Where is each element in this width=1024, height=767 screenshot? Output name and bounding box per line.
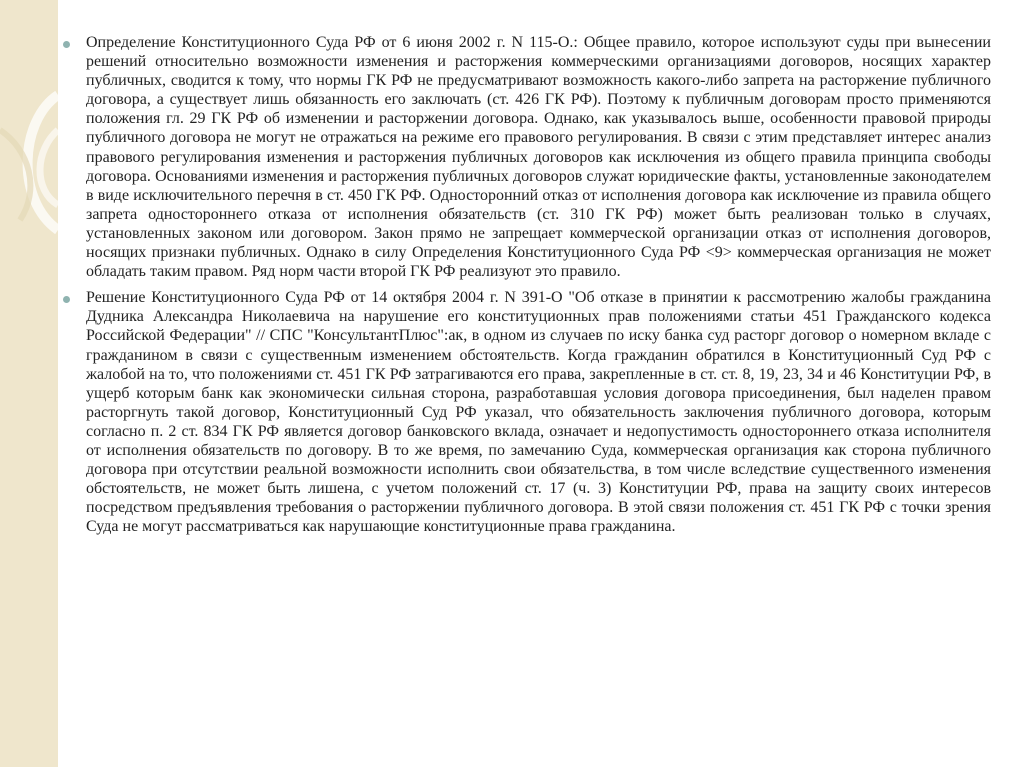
bullet-text: Определение Конституционного Суда РФ от 6 июня 2002 г. N 115-О.: Общее правило, которое используют суды при вынесении решений относительно возможности изменения и расторжения коммерческими организациями договоров, носящих характер публичных, сводится к тому, что нормы ГК РФ не предусматривают возможность какого-либо запрета на расторжение публичного договора, а существует лишь обязанность его заключать (ст. 426 ГК РФ). Поэтому к публичным договорам просто применяются положения гл. 29 ГК РФ об изменении и расторжении договора. Однако, как указывалось выше, особенности правовой природы публичного договора не могут не отражаться на режиме его правового регулирования. В связи с этим представляет интерес анализ правового регулирования изменения и расторжения публичных договоров как исключения из общего правила принципа свободы договора. Основаниями изменения и расторжения публичных договоров служат юридические факты, установленные законодателем в виде исключительного перечня в ст. 450 ГК РФ. Односторонний отказ от исполнения договора как исключение из правила общего запрета одностороннего отказа от исполнения обязательств (ст. 310 ГК РФ) может быть реализован только в случаях, установленных законом или договором. Закон прямо не запрещает коммерческой организации отказ от исполнения договоров, носящих признаки публичных. Однако в силу Определения Конституционного Суда РФ <9> коммерческая организация не может обладать таким правом. Ряд норм части второй ГК РФ реализуют это правило. [86, 34, 991, 281]
bullet-item-ruling-115 [56, 33, 991, 281]
bullet-dot-icon [63, 41, 70, 48]
bullet-dot-icon [63, 296, 70, 303]
slide-content [56, 33, 991, 753]
bullet-item-ruling-391 [56, 288, 991, 536]
decorative-left-band [0, 0, 58, 767]
bullet-text: Решение Конституционного Суда РФ от 14 октября 2004 г. N 391-О "Об отказе в принятии к рассмотрению жалобы гражданина Дудника Александра Николаевича на нарушение его конституционных прав положениями статьи 451 Гражданского кодекса Российской Федерации" // СПС "КонсультантПлюс":ак, в одном из случаев по иску банка суд расторг договор о номерном вкладе с гражданином в связи с существенным изменением обстоятельств. Когда гражданин обратился в Конституционный Суд РФ с жалобой на то, что положениями ст. 451 ГК РФ затрагиваются его права, закрепленные в ст. ст. 8, 19, 23, 34 и 46 Конституции РФ, в ущерб которым банк как экономически сильная сторона, разработавшая условия договора присоединения, был наделен правом расторгнуть такой договор, Конституционный Суд РФ указал, что обязательность заключения публичного договора, которым согласно п. 2 ст. 834 ГК РФ является договор банковского вклада, означает и недопустимость одностороннего отказа исполнителя от исполнения обязательств по договору. В то же время, по замечанию Суда, коммерческая организация как сторона публичного договора при отсутствии реальной возможности исполнить свои обязательства, в том числе вследствие существенного изменения обстоятельств, не может быть лишена, с учетом положений ст. 17 (ч. 3) Конституции РФ, права на защиту своих интересов посредством предъявления требования о расторжении публичного договора. В этой связи положения ст. 451 ГК РФ с точки зрения Суда не могут рассматриваться как нарушающие конституционные права гражданина. [86, 289, 991, 536]
